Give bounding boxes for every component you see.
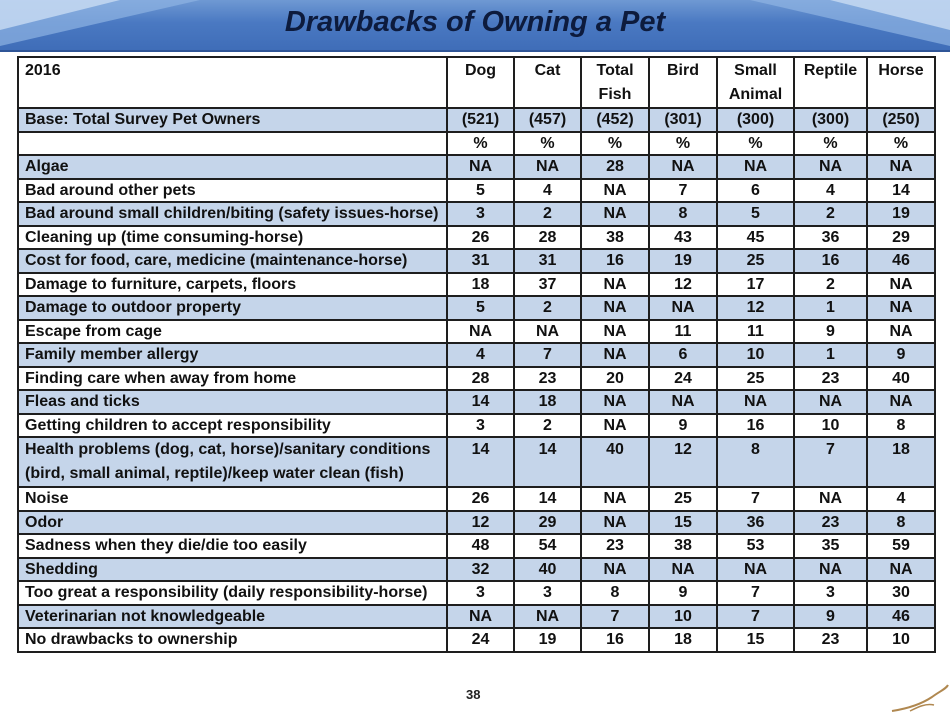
column-header: Total Fish <box>581 57 649 108</box>
row-value: 35 <box>794 534 867 558</box>
row-value: 4 <box>867 487 935 511</box>
base-value: (250) <box>867 108 935 132</box>
row-value: 23 <box>581 534 649 558</box>
row-value: NA <box>581 320 649 344</box>
row-value: NA <box>447 320 514 344</box>
row-value: 31 <box>447 249 514 273</box>
table-row <box>18 343 935 367</box>
row-value: 14 <box>514 437 581 487</box>
row-value: 2 <box>794 273 867 297</box>
row-value: 32 <box>447 558 514 582</box>
unit-cell: % <box>867 132 935 156</box>
drawbacks-table <box>17 56 936 653</box>
row-value: 54 <box>514 534 581 558</box>
row-value: 8 <box>867 511 935 535</box>
table-row <box>18 320 935 344</box>
row-value: NA <box>794 487 867 511</box>
row-value: 10 <box>867 628 935 652</box>
base-value: (452) <box>581 108 649 132</box>
row-label: Getting children to accept responsibility <box>18 414 447 438</box>
row-value: 10 <box>649 605 717 629</box>
table-row <box>18 605 935 629</box>
row-value: 2 <box>514 296 581 320</box>
row-value: 24 <box>447 628 514 652</box>
row-label: No drawbacks to ownership <box>18 628 447 652</box>
row-label: Damage to outdoor property <box>18 296 447 320</box>
row-value: 14 <box>514 487 581 511</box>
row-value: 12 <box>447 511 514 535</box>
column-header: Dog <box>447 57 514 108</box>
row-value: 25 <box>717 367 794 391</box>
table-row <box>18 511 935 535</box>
row-label: Bad around small children/biting (safety issues-horse) <box>18 202 447 226</box>
row-value: 7 <box>649 179 717 203</box>
row-value: NA <box>447 605 514 629</box>
row-label: Algae <box>18 155 447 179</box>
table-row <box>18 249 935 273</box>
row-label: Too great a responsibility (daily responsibility-horse) <box>18 581 447 605</box>
row-value: 38 <box>649 534 717 558</box>
row-value: 18 <box>447 273 514 297</box>
unit-cell: % <box>649 132 717 156</box>
table-row <box>18 558 935 582</box>
row-label: Odor <box>18 511 447 535</box>
title-bar <box>0 0 950 52</box>
table-row <box>18 226 935 250</box>
row-value: 2 <box>514 202 581 226</box>
row-value: 36 <box>717 511 794 535</box>
row-value: 6 <box>717 179 794 203</box>
row-value: 26 <box>447 487 514 511</box>
row-value: 23 <box>794 511 867 535</box>
row-value: 29 <box>867 226 935 250</box>
row-value: 11 <box>717 320 794 344</box>
column-header: Horse <box>867 57 935 108</box>
table-row <box>18 534 935 558</box>
row-value: 40 <box>581 437 649 487</box>
row-value: 18 <box>514 390 581 414</box>
row-label: Sadness when they die/die too easily <box>18 534 447 558</box>
row-value: 6 <box>649 343 717 367</box>
header-row <box>18 57 935 108</box>
row-label: Cleaning up (time consuming-horse) <box>18 226 447 250</box>
row-label: Veterinarian not knowledgeable <box>18 605 447 629</box>
row-value: NA <box>581 273 649 297</box>
table-row <box>18 273 935 297</box>
row-value: 4 <box>447 343 514 367</box>
row-value: 23 <box>794 367 867 391</box>
row-label: Health problems (dog, cat, horse)/sanitary conditions (bird, small animal, reptile)/keep water clean (fish) <box>18 437 447 487</box>
row-value: NA <box>514 605 581 629</box>
base-label: Base: Total Survey Pet Owners <box>18 108 447 132</box>
row-value: 17 <box>717 273 794 297</box>
row-value: 43 <box>649 226 717 250</box>
row-value: NA <box>649 558 717 582</box>
row-value: 14 <box>447 437 514 487</box>
row-value: 46 <box>867 605 935 629</box>
row-value: 7 <box>581 605 649 629</box>
row-value: NA <box>581 487 649 511</box>
row-value: 3 <box>514 581 581 605</box>
row-value: 19 <box>514 628 581 652</box>
row-value: 14 <box>447 390 514 414</box>
base-value: (301) <box>649 108 717 132</box>
row-value: 7 <box>514 343 581 367</box>
row-value: NA <box>717 155 794 179</box>
row-label: Damage to furniture, carpets, floors <box>18 273 447 297</box>
table-row <box>18 296 935 320</box>
row-value: 37 <box>514 273 581 297</box>
row-value: 25 <box>649 487 717 511</box>
row-label: Fleas and ticks <box>18 390 447 414</box>
row-value: NA <box>581 414 649 438</box>
unit-cell: % <box>447 132 514 156</box>
row-value: NA <box>581 202 649 226</box>
row-value: NA <box>867 558 935 582</box>
row-value: 38 <box>581 226 649 250</box>
rope-decoration <box>890 683 950 713</box>
row-value: 16 <box>581 249 649 273</box>
table-row <box>18 437 935 487</box>
row-value: 8 <box>867 414 935 438</box>
row-value: 16 <box>581 628 649 652</box>
table-row <box>18 179 935 203</box>
row-value: 7 <box>717 581 794 605</box>
row-value: 31 <box>514 249 581 273</box>
row-value: 18 <box>649 628 717 652</box>
row-value: 3 <box>794 581 867 605</box>
row-value: 10 <box>717 343 794 367</box>
table-row <box>18 155 935 179</box>
table-row <box>18 202 935 226</box>
row-value: NA <box>867 390 935 414</box>
row-value: 7 <box>794 437 867 487</box>
column-header: Cat <box>514 57 581 108</box>
row-value: 18 <box>867 437 935 487</box>
units-row <box>18 132 935 156</box>
row-value: 23 <box>794 628 867 652</box>
row-value: NA <box>649 155 717 179</box>
row-value: 16 <box>717 414 794 438</box>
table-row <box>18 414 935 438</box>
header-year-label: 2016 <box>18 57 447 108</box>
row-value: 2 <box>794 202 867 226</box>
row-value: NA <box>649 296 717 320</box>
unit-cell: % <box>514 132 581 156</box>
row-value: 26 <box>447 226 514 250</box>
row-label: Bad around other pets <box>18 179 447 203</box>
row-value: 8 <box>717 437 794 487</box>
row-value: 19 <box>649 249 717 273</box>
row-value: 24 <box>649 367 717 391</box>
row-label: Cost for food, care, medicine (maintenance-horse) <box>18 249 447 273</box>
row-value: 15 <box>717 628 794 652</box>
table-row <box>18 367 935 391</box>
row-value: 46 <box>867 249 935 273</box>
row-value: NA <box>514 155 581 179</box>
unit-cell: % <box>581 132 649 156</box>
row-value: 3 <box>447 414 514 438</box>
row-label: Noise <box>18 487 447 511</box>
row-value: NA <box>794 155 867 179</box>
row-value: 8 <box>581 581 649 605</box>
row-value: NA <box>794 390 867 414</box>
table-row <box>18 487 935 511</box>
base-value: (300) <box>717 108 794 132</box>
row-value: 12 <box>717 296 794 320</box>
base-value: (457) <box>514 108 581 132</box>
row-value: 3 <box>447 202 514 226</box>
row-value: 28 <box>514 226 581 250</box>
row-value: 12 <box>649 437 717 487</box>
row-value: NA <box>649 390 717 414</box>
row-value: 40 <box>514 558 581 582</box>
unit-cell: % <box>717 132 794 156</box>
row-value: 19 <box>867 202 935 226</box>
row-value: 5 <box>717 202 794 226</box>
page-number: 38 <box>466 687 481 702</box>
row-value: 9 <box>649 414 717 438</box>
row-value: NA <box>581 343 649 367</box>
row-value: 20 <box>581 367 649 391</box>
table-row <box>18 390 935 414</box>
row-value: 29 <box>514 511 581 535</box>
row-value: 15 <box>649 511 717 535</box>
row-value: 8 <box>649 202 717 226</box>
page-title: Drawbacks of Owning a Pet <box>284 6 666 38</box>
base-row <box>18 108 935 132</box>
row-value: NA <box>581 558 649 582</box>
column-header: Small Animal <box>717 57 794 108</box>
row-value: 28 <box>447 367 514 391</box>
row-value: 12 <box>649 273 717 297</box>
row-value: 40 <box>867 367 935 391</box>
row-value: 59 <box>867 534 935 558</box>
row-value: 1 <box>794 343 867 367</box>
units-label-empty <box>18 132 447 156</box>
table-row <box>18 628 935 652</box>
unit-cell: % <box>794 132 867 156</box>
row-value: 7 <box>717 605 794 629</box>
row-value: 9 <box>649 581 717 605</box>
row-value: 9 <box>794 605 867 629</box>
row-value: 45 <box>717 226 794 250</box>
row-label: Escape from cage <box>18 320 447 344</box>
row-value: 4 <box>514 179 581 203</box>
row-value: 10 <box>794 414 867 438</box>
row-value: NA <box>717 390 794 414</box>
row-value: 9 <box>867 343 935 367</box>
row-value: 5 <box>447 179 514 203</box>
row-value: 9 <box>794 320 867 344</box>
row-value: NA <box>867 273 935 297</box>
row-value: 28 <box>581 155 649 179</box>
column-header: Bird <box>649 57 717 108</box>
row-value: NA <box>867 155 935 179</box>
row-value: 2 <box>514 414 581 438</box>
row-label: Shedding <box>18 558 447 582</box>
column-header: Reptile <box>794 57 867 108</box>
row-value: NA <box>581 296 649 320</box>
row-value: NA <box>581 511 649 535</box>
row-value: 3 <box>447 581 514 605</box>
row-value: NA <box>717 558 794 582</box>
row-label: Family member allergy <box>18 343 447 367</box>
row-value: 5 <box>447 296 514 320</box>
base-value: (521) <box>447 108 514 132</box>
row-value: NA <box>581 390 649 414</box>
row-value: 53 <box>717 534 794 558</box>
row-value: 25 <box>717 249 794 273</box>
row-value: NA <box>514 320 581 344</box>
row-value: NA <box>581 179 649 203</box>
row-value: NA <box>867 296 935 320</box>
row-value: 7 <box>717 487 794 511</box>
base-value: (300) <box>794 108 867 132</box>
row-value: NA <box>867 320 935 344</box>
row-value: NA <box>794 558 867 582</box>
row-value: 36 <box>794 226 867 250</box>
row-value: 48 <box>447 534 514 558</box>
table-row <box>18 581 935 605</box>
row-value: 30 <box>867 581 935 605</box>
row-value: 16 <box>794 249 867 273</box>
row-value: 23 <box>514 367 581 391</box>
row-value: 4 <box>794 179 867 203</box>
row-value: NA <box>447 155 514 179</box>
row-value: 11 <box>649 320 717 344</box>
row-value: 14 <box>867 179 935 203</box>
row-label: Finding care when away from home <box>18 367 447 391</box>
row-value: 1 <box>794 296 867 320</box>
